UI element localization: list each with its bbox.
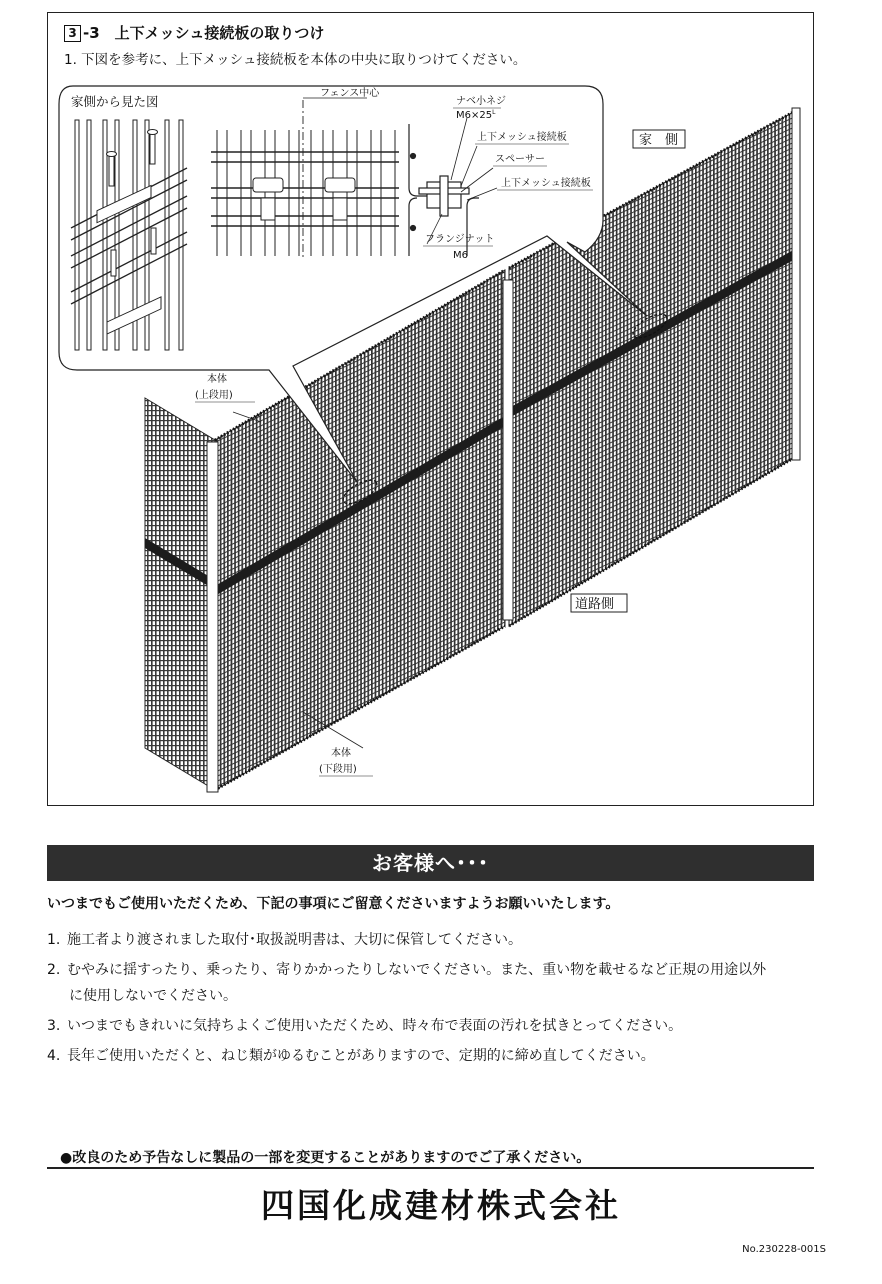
notice-item-number: 3. <box>47 1018 61 1034</box>
middle-post <box>503 280 513 620</box>
notice-item-text: 施工者より渡されました取付･取扱説明書は、大切に保管してください。 <box>67 932 522 948</box>
notice-item <box>47 1015 682 1035</box>
label-body-upper: 本体 <box>207 374 227 385</box>
screw-size-value: M6×25 <box>456 110 493 121</box>
step-number-badge: 3 <box>64 25 81 42</box>
label-screw-size <box>456 109 496 121</box>
notice-item <box>47 1045 655 1065</box>
divider <box>47 1167 814 1169</box>
label-road-side: 道路側 <box>575 597 615 612</box>
label-plate-upper: 上下メッシュ接続板 <box>477 132 567 143</box>
label-nut: フランジナット <box>425 234 495 245</box>
step-instruction: 1. 下図を参考に、上下メッシュ接続板を本体の中央に取りつけてください。 <box>64 52 527 68</box>
label-body-lower: 本体 <box>331 748 351 759</box>
notice-item-number: 1. <box>47 932 61 948</box>
label-screw: ナベ小ネジ <box>456 96 506 107</box>
label-plate-lower: 上下メッシュ接続板 <box>501 178 591 189</box>
document-number: No.230228-001S <box>742 1244 826 1255</box>
inset-title: 家側から見た図 <box>71 94 159 109</box>
label-body-lower-sub: (下段用) <box>319 764 357 775</box>
label-nut-size: M6 <box>453 250 468 261</box>
notice-item <box>47 929 522 949</box>
notice-heading: お客様へ･･･ <box>372 851 489 875</box>
notice-banner <box>47 845 814 881</box>
notice-lead: いつまでもご使用いただくため、下記の事項にご留意くださいますようお願いいたします。 <box>47 896 620 912</box>
notice-item-text: 長年ご使用いただくと、ねじ類がゆるむことがありますので、定期的に締め直してください。 <box>67 1048 655 1064</box>
notice-item <box>47 959 766 979</box>
screw-size-sup: L <box>492 109 496 116</box>
disclaimer: ●改良のため予告なしに製品の一部を変更することがありますのでご了承ください。 <box>60 1150 591 1166</box>
label-body-upper-sub: (上段用) <box>195 390 233 401</box>
label-spacer: スペーサー <box>495 154 545 165</box>
notice-item-text: むやみに揺すったり、乗ったり、寄りかかったりしないでください。また、重い物を載せるなど正規の用途以外 <box>67 962 767 978</box>
installation-figure <box>47 80 814 806</box>
step-title-text: -3 上下メッシュ接続板の取りつけ <box>83 24 325 42</box>
end-post <box>792 108 800 460</box>
notice-item-number: 4. <box>47 1048 61 1064</box>
notice-item-text: いつまでもきれいに気持ちよくご使用いただくため、時々布で表面の汚れを拭きとってください。 <box>67 1018 683 1034</box>
step-title <box>64 22 324 43</box>
notice-item-continuation: に使用しないでください。 <box>69 988 237 1004</box>
company-name: 四国化成建材株式会社 <box>261 1186 621 1225</box>
label-fence-center: フェンス中心 <box>320 88 380 99</box>
side-mesh-panel <box>145 398 215 790</box>
label-house-side: 家 側 <box>639 133 679 148</box>
notice-item-number: 2. <box>47 962 61 978</box>
corner-post <box>207 442 218 792</box>
